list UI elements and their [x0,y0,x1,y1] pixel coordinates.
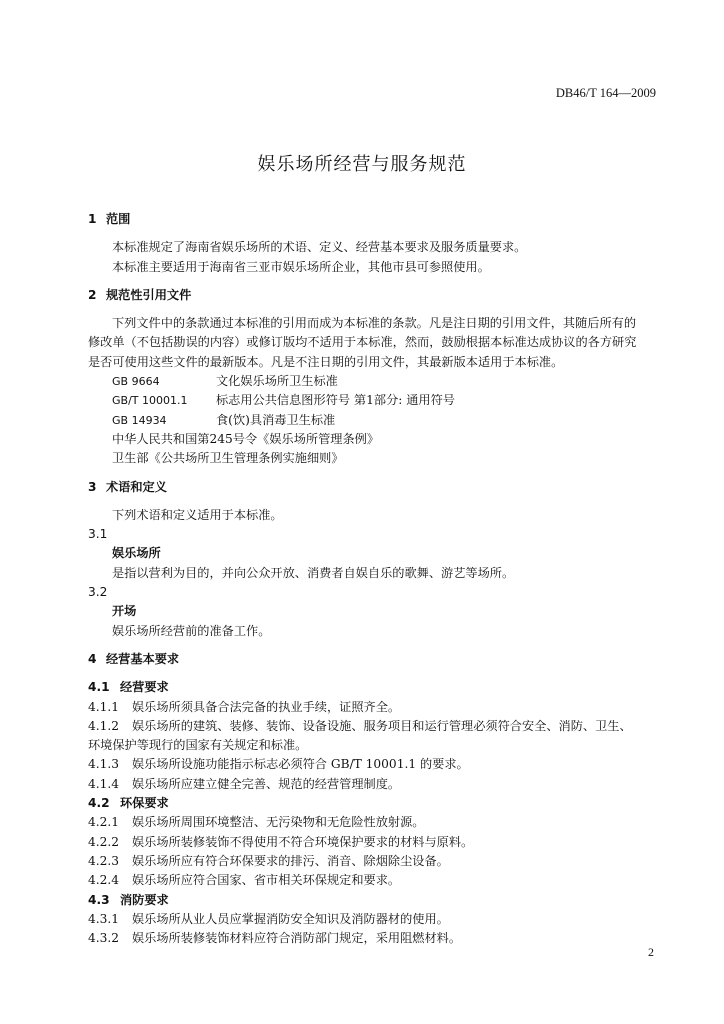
clause [88,871,660,890]
clause [88,698,660,717]
reference-extra: 卫生部《公共场所卫生管理条例实施细则》 [112,451,344,466]
clause-number: 4.1.3 [88,757,120,772]
document-title: 娱乐场所经营与服务规范 [257,154,467,175]
reference-code: GB/T 10001.1 [112,394,188,408]
clause-text: 娱乐场所装修装饰不得使用不符合环境保护要求的材料与原料。 [132,834,474,849]
subsection-heading [88,794,660,813]
reference-code: GB 9664 [112,375,160,389]
term-number: 3.2 [88,585,108,600]
paragraph-line: 是否可使用这些文件的最新版本。凡是不注日期的引用文件，其最新版本适用于本标准。 [88,354,564,369]
clause [88,755,660,774]
paragraph-line: 下列文件中的条款通过本标准的引用而成为本标准的条款。凡是注日期的引用文件，其随后所有的 [112,316,637,331]
clause-continuation: 环境保护等现行的国家有关规定和标准。 [88,738,308,753]
page-number: 2 [648,945,654,959]
subsection-number: 4.1 [88,680,110,695]
term-definition: 娱乐场所经营前的准备工作。 [112,623,271,638]
clause [88,813,660,832]
term-name: 娱乐场所 [112,546,161,561]
reference-code: GB 14934 [112,413,167,427]
clause-number: 4.2.1 [88,815,120,830]
paragraph-line: 本标准主要适用于海南省三亚市娱乐场所企业，其他市县可参照使用。 [112,259,490,274]
subsection-heading [88,678,660,697]
clause [88,833,660,852]
clause-text: 娱乐场所从业人员应掌握消防安全知识及消防器材的使用。 [132,911,449,926]
clause-number: 4.3.1 [88,911,120,926]
paragraph-line: 修改单（不包括勘误的内容）或修订版均不适用于本标准，然而，鼓励根据本标准达成协议的各方研究 [88,335,637,350]
paragraph-line: 下列术语和定义适用于本标准。 [112,507,283,522]
clause-text: 娱乐场所应有符合环保要求的排污、消音、除烟除尘设备。 [132,853,449,868]
clause [88,852,660,871]
subsection-number: 4.3 [88,892,110,907]
subsection-number: 4.2 [88,796,110,811]
clause-text: 娱乐场所应符合国家、省市相关环保规定和要求。 [132,873,401,888]
clause-number: 4.1.4 [88,776,120,791]
section-heading-3 [88,478,660,497]
section-number: 3 [88,479,97,494]
clause-number: 4.3.2 [88,931,120,946]
reference-extra: 中华人民共和国第245号令《娱乐场所管理条例》 [112,431,380,446]
section-title: 规范性引用文件 [106,287,192,302]
paragraph-line: 本标准规定了海南省娱乐场所的术语、定义、经营基本要求及服务质量要求。 [112,240,527,255]
clause [88,717,660,736]
section-title: 范围 [106,212,131,226]
clause-text: 娱乐场所应建立健全完善、规范的经营管理制度。 [132,776,401,791]
subsection-title: 消防要求 [120,892,169,907]
reference-item [88,391,660,410]
section-number: 2 [88,287,97,302]
term-definition: 是指以营利为目的，并向公众开放、消费者自娱自乐的歌舞、游艺等场所。 [112,565,515,580]
section-heading-4 [88,650,660,669]
section-heading-1 [88,210,660,229]
term-number: 3.1 [88,527,108,542]
section-title: 术语和定义 [106,479,167,494]
reference-item [88,411,660,430]
section-number: 4 [88,651,97,666]
clause [88,929,660,948]
clause-text: 娱乐场所须具备合法完备的执业手续，证照齐全。 [132,699,401,714]
reference-title: 文化娱乐场所卫生标准 [216,374,338,389]
term-name: 开场 [112,604,137,619]
reference-title: 标志用公共信息图形符号 第1部分: 通用符号 [216,393,455,408]
clause-number: 4.2.4 [88,873,120,888]
section-number: 1 [88,212,97,226]
reference-item [88,372,660,391]
clause-number: 4.2.3 [88,853,120,868]
document-body [88,210,660,948]
clause-number: 4.1.2 [88,718,120,733]
section-heading-2 [88,286,660,305]
standard-code: DB46/T 164—2009 [555,86,656,100]
clause-number: 4.2.2 [88,834,120,849]
subsection-title: 环保要求 [120,796,169,811]
clause-text: 娱乐场所装修装饰材料应符合消防部门规定，采用阻燃材料。 [132,931,462,946]
clause [88,910,660,929]
subsection-title: 经营要求 [120,680,169,695]
clause-text: 娱乐场所周围环境整洁、无污染物和无危险性放射源。 [132,815,425,830]
clause-text: 娱乐场所的建筑、装修、装饰、设备设施、服务项目和运行管理必须符合安全、消防、卫生、 [132,718,632,733]
clause-text: 娱乐场所设施功能指示标志必须符合 GB/T 10001.1 的要求。 [132,757,469,772]
section-title: 经营基本要求 [106,651,180,666]
reference-title: 食(饮)具消毒卫生标准 [216,412,336,427]
clause [88,775,660,794]
clause-number: 4.1.1 [88,699,120,714]
subsection-heading [88,891,660,910]
